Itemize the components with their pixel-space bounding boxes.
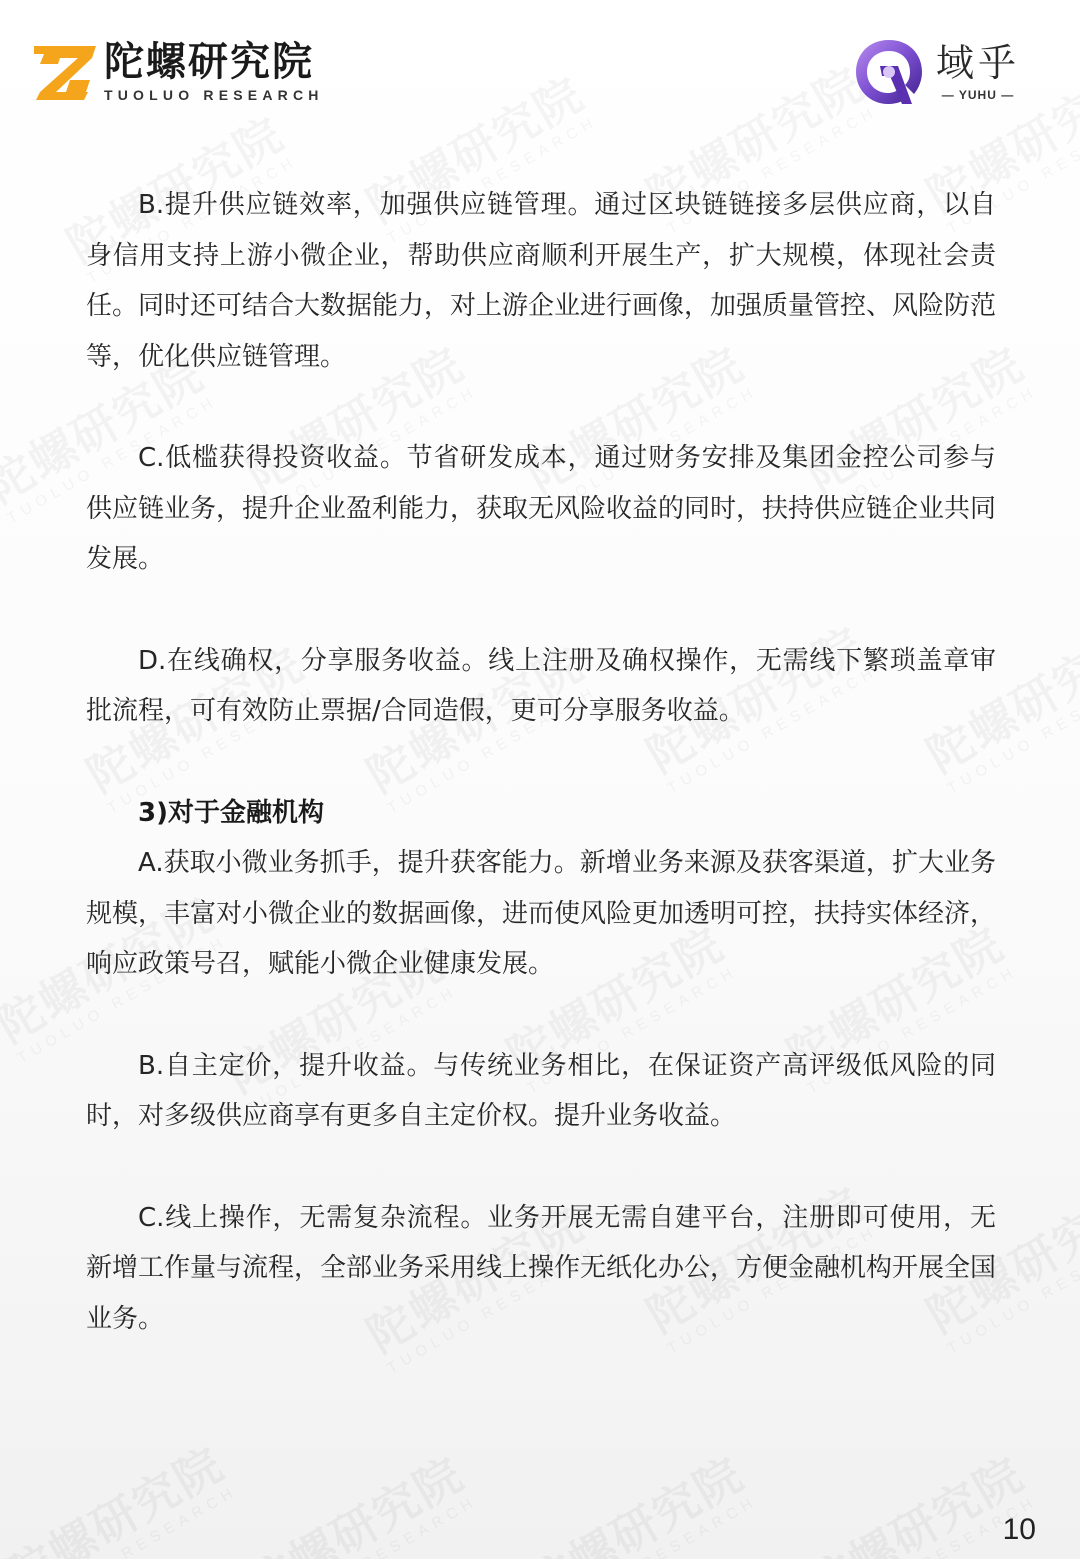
brand-name-en: TUOLUO RESEARCH bbox=[104, 87, 324, 103]
paragraph-gap bbox=[86, 1142, 996, 1193]
yuhu-brand bbox=[852, 36, 1020, 108]
watermark bbox=[520, 1450, 760, 1559]
partner-name-cn: 域乎 bbox=[935, 41, 1020, 85]
article-body bbox=[86, 180, 996, 1344]
paragraph: D.在线确权，分享服务收益。线上注册及确权操作，无需线下繁琐盖章审批流程，可有效防止票据/合同造假，更可分享服务收益。 bbox=[86, 645, 996, 726]
section-heading: 3)对于金融机构 bbox=[138, 797, 324, 828]
page-header bbox=[30, 36, 1040, 116]
paragraph-gap bbox=[86, 382, 996, 433]
partner-name-en: — YUHU — bbox=[941, 88, 1015, 102]
paragraph-gap bbox=[86, 737, 996, 788]
paragraph-gap bbox=[86, 585, 996, 636]
paragraph: C.低槛获得投资收益。节省研发成本，通过财务安排及集团金控公司参与供应链业务，提升企业盈利能力，获取无风险收益的同时，扶持供应链企业共同发展。 bbox=[86, 443, 997, 574]
watermark bbox=[0, 1440, 240, 1559]
paragraph: A.获取小微业务抓手，提升获客能力。新增业务来源及获客渠道，扩大业务规模，丰富对小微企业的数据画像，进而使风险更加透明可控，扶持实体经济，响应政策号召，赋能小微企业健康发展。 bbox=[86, 848, 997, 979]
yuhu-logo-icon bbox=[852, 36, 926, 108]
z-logo-icon bbox=[30, 42, 100, 100]
paragraph-gap bbox=[86, 990, 996, 1041]
watermark bbox=[240, 1450, 480, 1559]
brand-name-cn: 陀螺研究院 bbox=[104, 39, 314, 85]
tuoluo-brand bbox=[30, 40, 324, 104]
paragraph: B.提升供应链效率，加强供应链管理。通过区块链链接多层供应商，以自身信用支持上游小微企业，帮助供应商顺利开展生产，扩大规模，体现社会责任。同时还可结合大数据能力，对上游企业进行画像，加强质量管控、风险防范等，优化供应链管理。 bbox=[86, 190, 997, 372]
page-number: 10 bbox=[1002, 1513, 1036, 1546]
paragraph: C.线上操作，无需复杂流程。业务开展无需自建平台，注册即可使用，无新增工作量与流程，全部业务采用线上操作无纸化办公，方便金融机构开展全国业务。 bbox=[86, 1202, 997, 1334]
paragraph: B.自主定价，提升收益。与传统业务相比，在保证资产高评级低风险的同时，对多级供应商享有更多自主定价权。提升业务收益。 bbox=[86, 1050, 996, 1131]
